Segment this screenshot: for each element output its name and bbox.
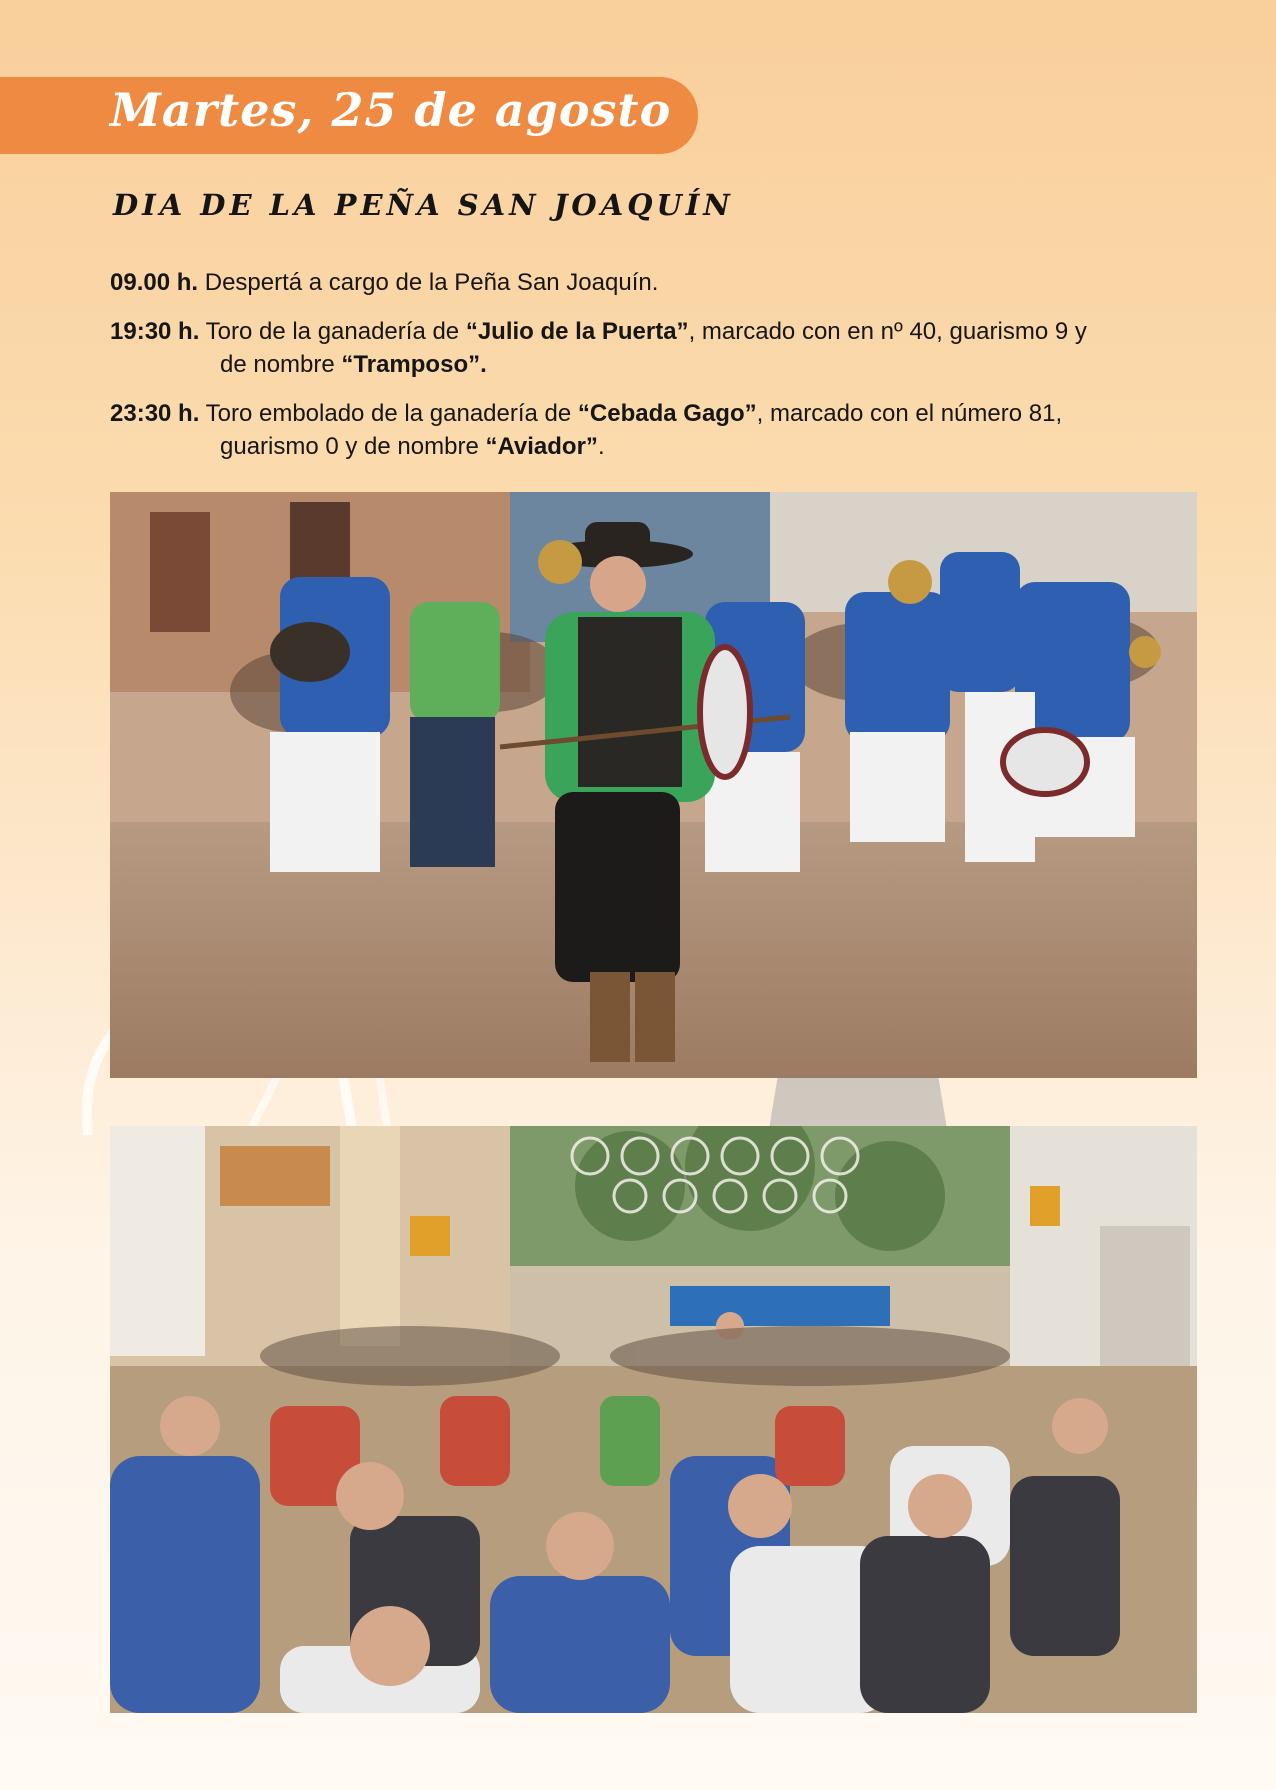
event-time: 19:30 h. [110,318,200,345]
event-text: Toro embolado de la ganadería de [205,400,578,427]
date-title: Martes, 25 de agosto [110,83,672,137]
event-text: guarismo 0 y de nombre [220,433,486,460]
event-item [110,397,1198,463]
event-item [110,266,1198,299]
event-text: Toro de la ganadería de [205,318,466,345]
event-list [110,266,1198,479]
event-continuation [110,430,1198,463]
event-continuation [110,348,1198,381]
event-text: . [597,433,605,460]
photo-street-crowd [110,1126,1197,1713]
day-subtitle: DIA DE LA PEÑA SAN JOAQUÍN [113,188,734,222]
event-text: de nombre [220,351,342,378]
event-bull-name: “Tramposo”. [341,351,487,378]
date-banner [0,77,698,154]
event-text: , marcado con en nº 40, guarismo 9 y [688,318,1087,345]
event-time: 23:30 h. [110,400,200,427]
event-bull-name: “Aviador” [485,433,598,460]
event-description: Despertá a cargo de la Peña San Joaquín. [204,269,659,296]
event-item [110,315,1198,381]
event-ganaderia: “Cebada Gago” [577,400,757,427]
event-ganaderia: “Julio de la Puerta” [465,318,689,345]
photo-parade [110,492,1197,1078]
event-time: 09.00 h. [110,269,199,296]
event-text: , marcado con el número 81, [756,400,1063,427]
